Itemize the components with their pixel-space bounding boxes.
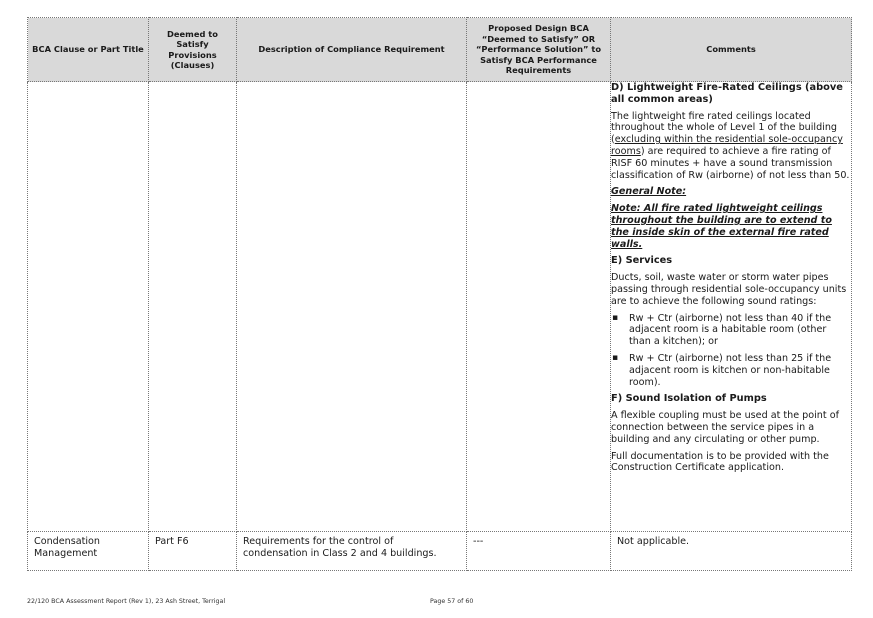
header-dts-provisions: Deemed to Satisfy Provisions (Clauses) <box>149 18 237 82</box>
dts-cell: Part F6 <box>149 532 237 571</box>
bca-assessment-table <box>27 17 852 571</box>
table-header-row <box>28 18 852 82</box>
header-comments: Comments <box>611 18 852 82</box>
section-e-text: Ducts, soil, waste water or storm water pipes passing through residential sole-occupancy units are to achieve the following sound ratings: <box>611 272 847 307</box>
section-d-heading: D) Lightweight Fire-Rated Ceilings (above all common areas) <box>611 82 843 105</box>
description-cell-empty <box>237 82 467 532</box>
section-d-text <box>611 111 851 182</box>
section-d-text-part-1: The lightweight fire rated ceilings located throughout the whole of Level 1 of the building ( <box>611 110 838 146</box>
header-proposed-design: Proposed Design BCA “Deemed to Satisfy” OR “Performance Solution” to Satisfy BCA Performance Requirements <box>467 18 611 82</box>
list-item: ▪ Rw + Ctr (airborne) not less than 25 if the adjacent room is kitchen or non-habitable room). <box>611 353 851 388</box>
comments-cell <box>611 82 852 532</box>
dts-cell-empty <box>149 82 237 532</box>
comments-cell: Not applicable. <box>611 532 852 571</box>
section-d-text-underlined: excluding within the residential sole-occupancy rooms <box>611 134 843 157</box>
section-e-bullet-list <box>611 313 851 389</box>
header-description: Description of Compliance Requirement <box>237 18 467 82</box>
description-cell: Requirements for the control of condensation in Class 2 and 4 buildings. <box>237 532 467 571</box>
clause-cell-empty <box>28 82 149 532</box>
section-f-documentation: Full documentation is to be provided with the Construction Certificate application. <box>611 450 829 474</box>
clause-cell: Condensation Management <box>28 532 149 571</box>
section-d-text-part-2: ) are required to achieve a fire rating of RISF 60 minutes + have a sound transmission classification of Rw (airborne) of not less than 50. <box>611 145 850 181</box>
proposed-cell: --- <box>467 532 611 571</box>
table-row <box>28 82 852 532</box>
section-e-heading: E) Services <box>611 255 673 267</box>
general-note-text: Note: All fire rated lightweight ceilings throughout the building are to extend to the inside skin of the external fire rated walls. <box>611 203 832 250</box>
general-note-label: General Note: <box>611 186 687 198</box>
section-f-text: A flexible coupling must be used at the point of connection between the service pipes in a building and any circulating or other pump. <box>611 410 839 445</box>
footer-report-reference: 22/120 BCA Assessment Report (Rev 1), 23 Ash Street, Terrigal <box>27 598 226 605</box>
header-bca-clause: BCA Clause or Part Title <box>28 18 149 82</box>
footer-page-number: Page 57 of 60 <box>430 598 474 605</box>
proposed-cell-empty <box>467 82 611 532</box>
list-item: ▪ Rw + Ctr (airborne) not less than 40 if the adjacent room is a habitable room (other than a kitchen); or <box>611 313 851 348</box>
section-f-heading: F) Sound Isolation of Pumps <box>611 393 767 405</box>
table-row <box>28 532 852 571</box>
